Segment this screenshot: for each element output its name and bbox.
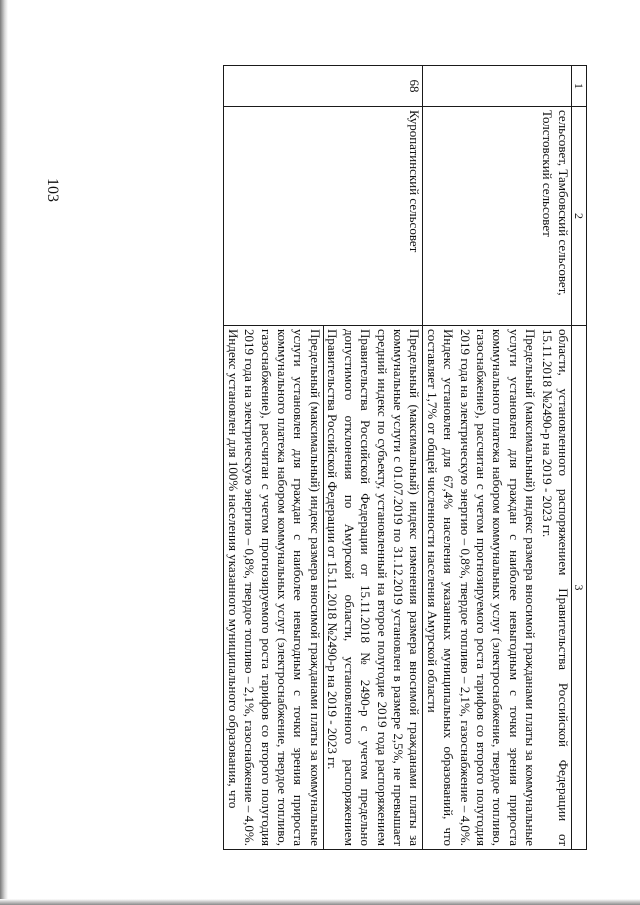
header-col-2: 2 bbox=[572, 107, 587, 326]
municipality-name: Куропатинский сельсовет bbox=[224, 107, 423, 326]
document-table bbox=[223, 65, 587, 850]
page-edge-shadow bbox=[0, 0, 8, 905]
row-description bbox=[423, 326, 572, 850]
description-paragraph: области, установленного распоряжением Правительства Российской Федерации от 15.11.2018 №2490-р на 2019 - 2023 гг. bbox=[539, 329, 571, 846]
row-number: 68 bbox=[224, 66, 423, 107]
rotated-table-area bbox=[92, 65, 587, 850]
page-number: 103 bbox=[44, 178, 61, 202]
header-col-3: 3 bbox=[572, 326, 587, 850]
table-row-68 bbox=[224, 66, 423, 850]
row-description bbox=[224, 326, 423, 850]
row-number bbox=[423, 66, 572, 107]
table-row-continuation bbox=[423, 66, 572, 850]
description-subcell bbox=[323, 326, 422, 849]
description-paragraph: Предельный (максимальный) индекс размера вносимой гражданами платы за коммунальные услуги установлен для граждан с наиболее невыгодным с точки зрения прироста коммунального платежа набором коммунальных услуг (электроснабжение, твердое топливо, газоснабжение), рассчитан с учетом прогнозируемого роста тарифов со второго полугодия 2019 года на электрическую энергию – 0,8%, твердое топливо – 2,1%, газоснабжение – 4,0%. Индекс установлен для 100% населения указанного муниципального образования, что bbox=[225, 329, 323, 846]
description-paragraph: Предельный (максимальный) индекс изменения размера вносимой гражданами платы за коммунальные услуги с 01.07.2019 по 31.12.2019 установлен в размере 2,5%, не превышает средний индекс по субъекту, установленный на второе полугодие 2019 года распоряжением Правительства Российской Федерации от 15.11.2018 № 2490-р с учетом предельно допустимого отклонения по Амурской области, установленного распоряжением Правительства Российской Федерации от 15.11.2018 №2490-р на 2019 - 2023 гг. bbox=[325, 329, 423, 846]
page-bottom-shadow bbox=[0, 899, 640, 905]
header-col-1: 1 bbox=[572, 66, 587, 107]
description-paragraph: Предельный (максимальный) индекс размера вносимой гражданами платы за коммунальные услуги установлен для граждан с наиболее невыгодным с точки зрения прироста коммунального платежа набором коммунальных услуг (электроснабжение, твердое топливо, газоснабжение), рассчитан с учетом прогнозируемого роста тарифов со второго полугодия 2019 года на электрическую энергию – 0,8%, твердое топливо – 2,1%, газоснабжение – 4,0%. Индекс установлен для 67,4% населения указанных муниципальных образований, что составляет 1,7% от общей численности населения Амурской области bbox=[424, 329, 539, 846]
table-header-row bbox=[572, 66, 587, 850]
municipality-name: сельсовет, Тамбовский сельсовет, Толстовский сельсовет bbox=[423, 107, 572, 326]
description-subcell bbox=[224, 326, 322, 849]
